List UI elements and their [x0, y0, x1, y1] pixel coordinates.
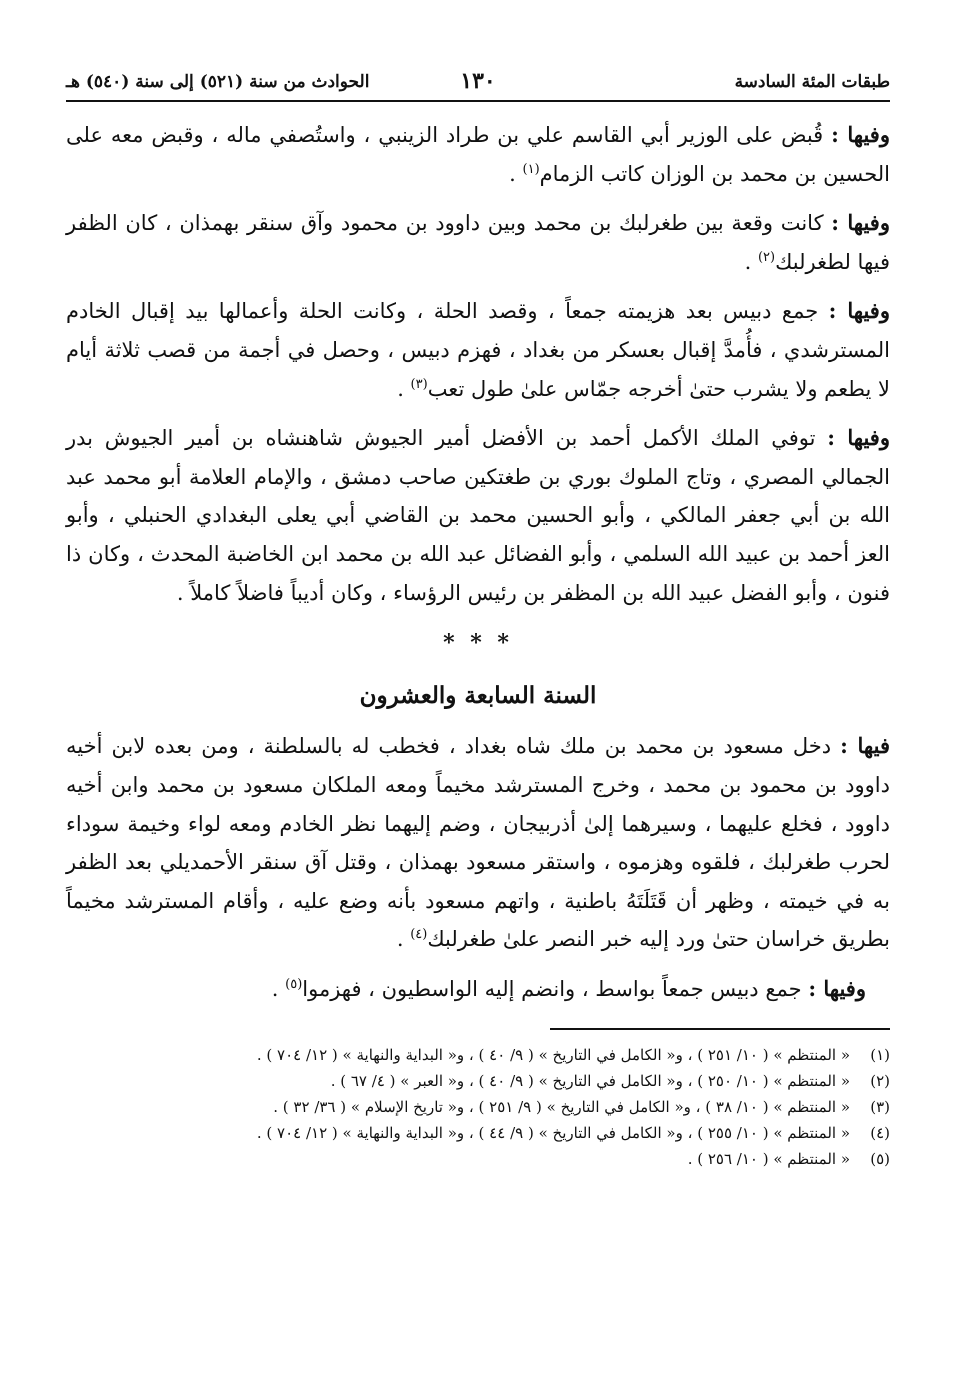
paragraph-lead: وفيها : — [827, 425, 890, 451]
paragraph-text: جمع دبيس جمعاً بواسط ، وانضم إليه الواسطيون ، فهزموا — [302, 976, 802, 1001]
footnote-marker: (٤) — [410, 927, 428, 943]
footnote-marker: (٣) — [410, 376, 428, 392]
paragraph — [66, 292, 890, 408]
paragraph-lead: وفيها : — [808, 975, 866, 1001]
footnote-item — [66, 1068, 890, 1094]
paragraph-text: دخل مسعود بن محمد بن ملك شاه بغداد ، فخطب له بالسلطنة ، ومن بعده لابن أخيه داوود بن محمود بن محمد ، وخرج المسترشد مخيماً ومعه الملكان مسعود بن محمد وابن أخيه داوود ، فخلع عليهما ، وسيرهما إلىٰ أذربيجان ، وضم إليهما نظر الخادم ومعه لواء وخيمة سوداء لحرب طغرلبك ، فلقوه وهزموه ، واستقر مسعود بهمذان ، وقتل آق سنقر الأحمديلي بعد الظفر به في خيمته ، وظهر أن قَتَلَتَهُ باطنية ، واتهم مسعود بأنه وضع عليه ، وأقام المسترشد مخيماً بطريق خراسان حتىٰ ورد إليه خبر النصر علىٰ طغرلبك — [66, 734, 890, 952]
paragraph-tail: . — [396, 927, 411, 952]
page-header — [66, 62, 890, 102]
paragraph-tail: . — [271, 976, 286, 1001]
footnote-marker: (٢) — [757, 249, 776, 265]
paragraph — [66, 116, 890, 193]
footnote-item — [66, 1094, 890, 1120]
section-separator: * * * — [443, 630, 513, 657]
header-range: الحوادث من سنة (٥٢١) إلى سنة (٥٤٠) هـ — [66, 72, 370, 92]
footnote-number: (٥) — [870, 1150, 890, 1169]
book-title: طبقات المئة السادسة — [734, 72, 890, 92]
footnote-item — [66, 1146, 890, 1172]
footnote-marker: (١) — [522, 161, 540, 177]
paragraph-tail: . — [509, 161, 523, 186]
paragraph-lead: وفيها : — [828, 298, 890, 324]
page-number: ١٣٠ — [460, 68, 496, 94]
page-body — [66, 116, 890, 1008]
paragraph-text: جمع دبيس بعد هزيمته جمعاً ، وقصد الحلة ، وكانت الحلة وأعمالها بيد إقبال الخادم المسترشدي ، فأُمدَّ إقبال بعسكر من بغداد ، فهزم دبيس ، وحصل في أجمة من قصب ثلاثة أيام لا يطعم ولا يشرب حتىٰ أخرجه جمّاس علىٰ طول تعب — [66, 299, 890, 401]
footnote-rule — [550, 1028, 890, 1030]
footnote-text: « المنتظم » ( ١٠/ ٢٥٠ ) ، و« الكامل في التاريخ » ( ٩/ ٤٠ ) ، و« العبر » ( ٤/ ٦٧ ) . — [330, 1072, 850, 1091]
footnote-text: « المنتظم » ( ١٠/ ٢٥٥ ) ، و« الكامل في التاريخ » ( ٩/ ٤٤ ) ، و« البداية والنهاية » ( ١٢/ ٧٠٤ ) . — [256, 1124, 850, 1143]
footnote-number: (١) — [870, 1046, 890, 1065]
paragraph-lead: وفيها : — [831, 122, 890, 147]
paragraph-text: كانت وقعة بين طغرلبك بن محمد وبين داوود بن محمود وآق سنقر بهمذان ، كان الظفر فيها لطغرلبك — [66, 211, 890, 274]
footnote-number: (٣) — [870, 1098, 890, 1117]
book-page — [66, 62, 890, 1372]
footnotes — [66, 1042, 890, 1172]
paragraph-tail: . — [744, 249, 758, 274]
footnote-text: « المنتظم » ( ١٠/ ٢٥١ ) ، و« الكامل في التاريخ » ( ٩/ ٤٠ ) ، و« البداية والنهاية » ( ١٢/ ٧٠٤ ) . — [256, 1046, 850, 1065]
paragraph — [66, 970, 890, 1009]
footnote-text: « المنتظم » ( ١٠/ ٣٨ ) ، و« الكامل في التاريخ » ( ٩/ ٢٥١ ) ، و« تاريخ الإسلام » ( ٣٦/ ٣٢ ) . — [273, 1098, 850, 1117]
footnote-item — [66, 1120, 890, 1146]
paragraph — [66, 204, 890, 281]
paragraph — [66, 727, 890, 959]
paragraph-tail: . — [397, 376, 411, 401]
paragraph-text: قُبض على الوزير أبي القاسم علي بن طراد الزينبي ، واستُصفي ماله ، وقبض معه على الحسين بن محمد بن الوزان كاتب الزمام — [66, 123, 890, 186]
section-title: السنة السابعة والعشرون — [359, 681, 597, 709]
paragraph-lead: وفيها : — [831, 210, 890, 236]
footnote-text: « المنتظم » ( ١٠/ ٢٥٦ ) . — [687, 1150, 850, 1169]
footnote-number: (٢) — [870, 1072, 890, 1091]
paragraph-text: توفي الملك الأكمل أحمد بن الأفضل أمير الجيوش شاهنشاه بن أمير الجيوش بدر الجمالي المصري ، وتاج الملوك بوري بن طغتكين صاحب دمشق ، والإمام العلامة أبو محمد عبد الله بن أبي جعفر المالكي ، وأبو الحسين محمد بن القاضي أبي يعلى البغدادي الحنبلي ، وأبو العز أحمد بن عبيد الله السلمي ، وأبو الفضائل عبد الله بن محمد ابن الخاضبة المحدث ، وكان ذا فنون ، وأبو الفضل عبيد الله بن المظفر بن رئيس الرؤساء ، وكان أديباً فاضلاً كاملاً . — [66, 426, 890, 605]
footnote-marker: (٥) — [285, 976, 303, 992]
paragraph-lead: فيها : — [840, 733, 890, 759]
paragraph — [66, 419, 890, 612]
footnote-item — [66, 1042, 890, 1068]
footnote-number: (٤) — [870, 1124, 890, 1143]
